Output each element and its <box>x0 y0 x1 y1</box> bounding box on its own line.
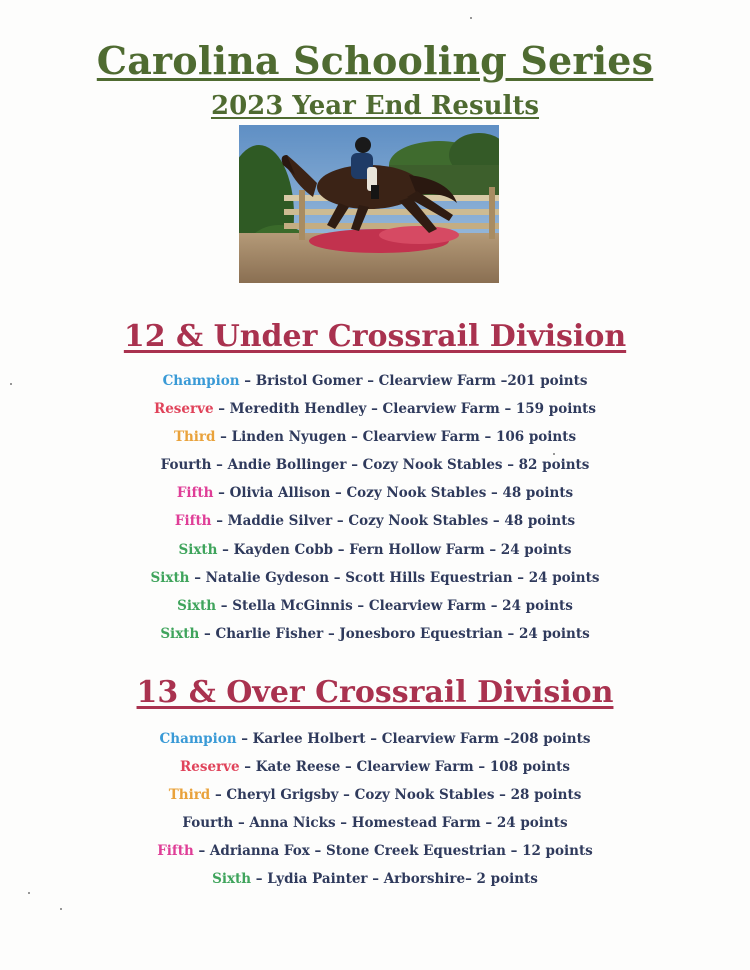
division-title-13-over: 13 & Over Crossrail Division <box>136 675 614 710</box>
division-title-12-under: 12 & Under Crossrail Division <box>123 319 627 354</box>
result-text: – Maddie Silver – Cozy Nook Stables – 48 points <box>211 513 576 530</box>
result-row <box>0 620 750 648</box>
result-row <box>0 395 750 423</box>
placing-label: Third <box>173 429 216 446</box>
scan-speck <box>470 17 472 19</box>
result-row <box>0 507 750 535</box>
page-subtitle: 2023 Year End Results <box>210 91 540 121</box>
result-row <box>0 753 750 781</box>
placing-label: Sixth <box>178 541 218 558</box>
result-row <box>0 809 750 837</box>
result-row <box>0 592 750 620</box>
horse-jumping-photo <box>239 125 499 283</box>
placing-label: Fourth <box>182 815 234 832</box>
scan-speck <box>60 908 62 910</box>
result-row <box>0 837 750 865</box>
scan-speck <box>28 892 30 894</box>
result-text: – Andie Bollinger – Cozy Nook Stables – 82 points <box>211 457 590 474</box>
result-text: – Adrianna Fox – Stone Creek Equestrian – 12 points <box>193 843 593 860</box>
result-row <box>0 564 750 592</box>
result-text: – Kayden Cobb – Fern Hollow Farm – 24 points <box>217 541 572 558</box>
result-text: – Kate Reese – Clearview Farm – 108 points <box>239 759 570 776</box>
placing-label: Sixth <box>150 569 190 586</box>
placing-label: Fifth <box>157 843 194 860</box>
result-text: – Linden Nyugen – Clearview Farm – 106 points <box>215 429 577 446</box>
result-row <box>0 423 750 451</box>
result-row <box>0 479 750 507</box>
page-title: Carolina Schooling Series <box>96 38 654 83</box>
result-row <box>0 451 750 479</box>
result-row <box>0 536 750 564</box>
placing-label: Sixth <box>212 871 252 888</box>
placing-label: Champion <box>159 731 237 747</box>
result-text: – Charlie Fisher – Jonesboro Equestrian – 24 points <box>199 625 590 642</box>
results-list-12-under <box>0 367 750 648</box>
placing-label: Sixth <box>177 597 217 614</box>
placing-label: Reserve <box>180 759 240 776</box>
result-row <box>0 781 750 809</box>
result-row <box>0 725 750 753</box>
result-text: – Cheryl Grigsby – Cozy Nook Stables – 28 points <box>210 787 582 804</box>
result-text: – Natalie Gydeson – Scott Hills Equestrian – 24 points <box>189 569 600 586</box>
results-list-13-over <box>0 725 750 894</box>
placing-label: Third <box>168 787 211 804</box>
placing-label: Fifth <box>176 485 214 502</box>
result-text: – Anna Nicks – Homestead Farm – 24 points <box>233 815 568 832</box>
result-text: – Olivia Allison – Cozy Nook Stables – 48 points <box>213 485 574 502</box>
result-row <box>0 367 750 395</box>
result-text: – Bristol Gomer – Clearview Farm –201 points <box>239 373 588 389</box>
scan-speck <box>10 383 12 385</box>
placing-label: Fourth <box>160 457 212 474</box>
placing-label: Fifth <box>174 513 212 530</box>
scan-speck <box>553 453 555 455</box>
result-text: – Karlee Holbert – Clearview Farm –208 points <box>236 731 591 747</box>
result-text: – Meredith Hendley – Clearview Farm – 159 points <box>213 401 596 418</box>
placing-label: Champion <box>162 373 240 389</box>
placing-label: Reserve <box>153 401 214 418</box>
result-text: – Lydia Painter – Arborshire– 2 points <box>251 871 538 888</box>
placing-label: Sixth <box>160 625 200 642</box>
result-row <box>0 865 750 893</box>
result-text: – Stella McGinnis – Clearview Farm – 24 points <box>216 597 573 614</box>
